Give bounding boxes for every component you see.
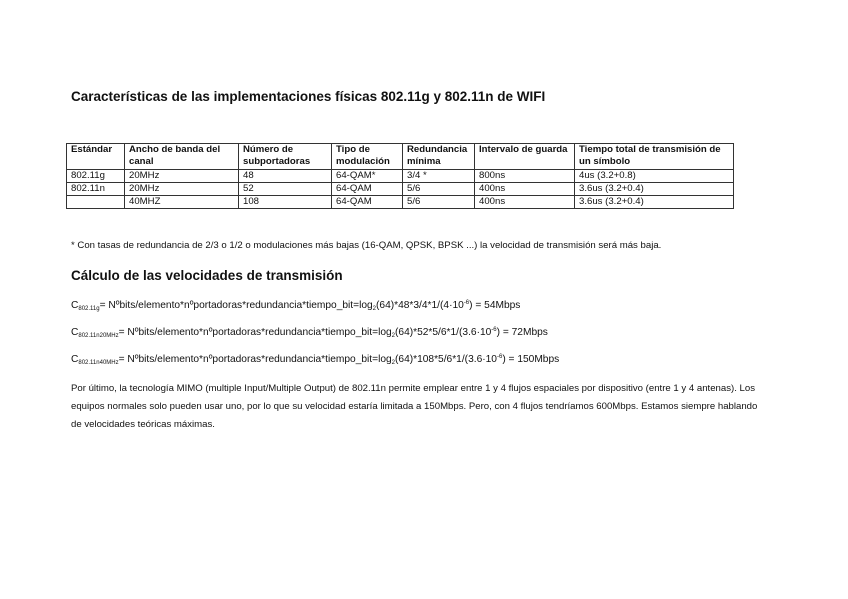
table-cell: 4us (3.2+0.8)	[575, 170, 734, 183]
mimo-paragraph: Por último, la tecnología MIMO (multiple Input/Multiple Output) de 802.11n permite emplear entre 1 y 4 flujos espaciales por dispositivo (entre 1 y 4 antenas). Los equipos normales solo pueden usar uno, por lo que su velocidad estaría limitada a 150Mbps. Pero, con 4 flujos tendríamos 600Mbps. Estamos siempre hablando de velocidades teóricas máximas.	[71, 383, 758, 430]
formula-802-11n-20mhz	[71, 327, 548, 339]
table-row	[67, 183, 734, 196]
header-cell: Tipo de modulación	[332, 144, 403, 170]
formula-802-11n-40mhz	[71, 354, 559, 366]
log-base: 2	[391, 333, 396, 339]
table-row	[67, 170, 734, 183]
table-cell: 800ns	[475, 170, 575, 183]
header-cell: Tiempo total de transmisión de un símbolo	[575, 144, 734, 170]
formula-symbol: C	[71, 327, 79, 338]
table-cell: 20MHz	[125, 183, 239, 196]
formula-result: ) = 150Mbps	[502, 354, 560, 365]
log-base: 2	[391, 360, 396, 366]
header-cell: Número de subportadoras	[239, 144, 332, 170]
table-cell: 802.11n	[67, 183, 125, 196]
formula-body: = Nºbits/elemento*nºportadoras*redundancia*tiempo_bit=log	[118, 354, 392, 365]
formula-802-11g	[71, 300, 520, 312]
formula-result: ) = 72Mbps	[496, 327, 548, 338]
table-cell: 64-QAM*	[332, 170, 403, 183]
formula-exponent: -6	[496, 354, 503, 360]
table-row	[67, 196, 734, 209]
table-cell: 802.11g	[67, 170, 125, 183]
formula-subscript: 802.11g	[78, 306, 100, 312]
formula-body: = Nºbits/elemento*nºportadoras*redundancia*tiempo_bit=log	[118, 327, 392, 338]
log-base: 2	[372, 306, 377, 312]
formula-exponent: -6	[463, 300, 470, 306]
table-cell: 108	[239, 196, 332, 209]
table-cell: 3.6us (3.2+0.4)	[575, 196, 734, 209]
header-cell: Redundancia mínima	[403, 144, 475, 170]
formula-args: (64)*52*5/6*1/(3.6·10	[395, 327, 492, 338]
formula-symbol: C	[71, 354, 79, 365]
formula-subscript: 802.11n20MHz	[78, 333, 119, 339]
formula-symbol: C	[71, 300, 79, 311]
table-cell: 5/6	[403, 196, 475, 209]
table-cell: 5/6	[403, 183, 475, 196]
formula-body: = Nºbits/elemento*nºportadoras*redundancia*tiempo_bit=log	[99, 300, 373, 311]
header-cell: Intervalo de guarda	[475, 144, 575, 170]
table-cell: 40MHZ	[125, 196, 239, 209]
specs-table	[66, 143, 734, 209]
table-cell: 20MHz	[125, 170, 239, 183]
formula-subscript: 802.11n40MHz	[78, 360, 119, 366]
page-title: Características de las implementaciones físicas 802.11g y 802.11n de WIFI	[71, 89, 546, 104]
header-cell: Estándar	[67, 144, 125, 170]
table-cell: 3/4 *	[403, 170, 475, 183]
table-cell: 400ns	[475, 183, 575, 196]
footnote: * Con tasas de redundancia de 2/3 o 1/2 o modulaciones más bajas (16-QAM, QPSK, BPSK ...) la velocidad de transmisión será más baja.	[71, 240, 662, 251]
table-cell: 64-QAM	[332, 196, 403, 209]
table-cell: 64-QAM	[332, 183, 403, 196]
formula-exponent: -6	[491, 327, 497, 333]
table-cell	[67, 196, 125, 209]
table-cell: 3.6us (3.2+0.4)	[575, 183, 734, 196]
table-cell: 400ns	[475, 196, 575, 209]
section-title: Cálculo de las velocidades de transmisión	[71, 268, 343, 283]
table-cell: 48	[239, 170, 332, 183]
table-cell: 52	[239, 183, 332, 196]
header-cell: Ancho de banda del canal	[125, 144, 239, 170]
formula-result: ) = 54Mbps	[469, 300, 521, 311]
formula-args: (64)*48*3/4*1/(4·10	[376, 300, 464, 311]
formula-args: (64)*108*5/6*1/(3.6·10	[395, 354, 497, 365]
table-header-row	[67, 144, 734, 170]
